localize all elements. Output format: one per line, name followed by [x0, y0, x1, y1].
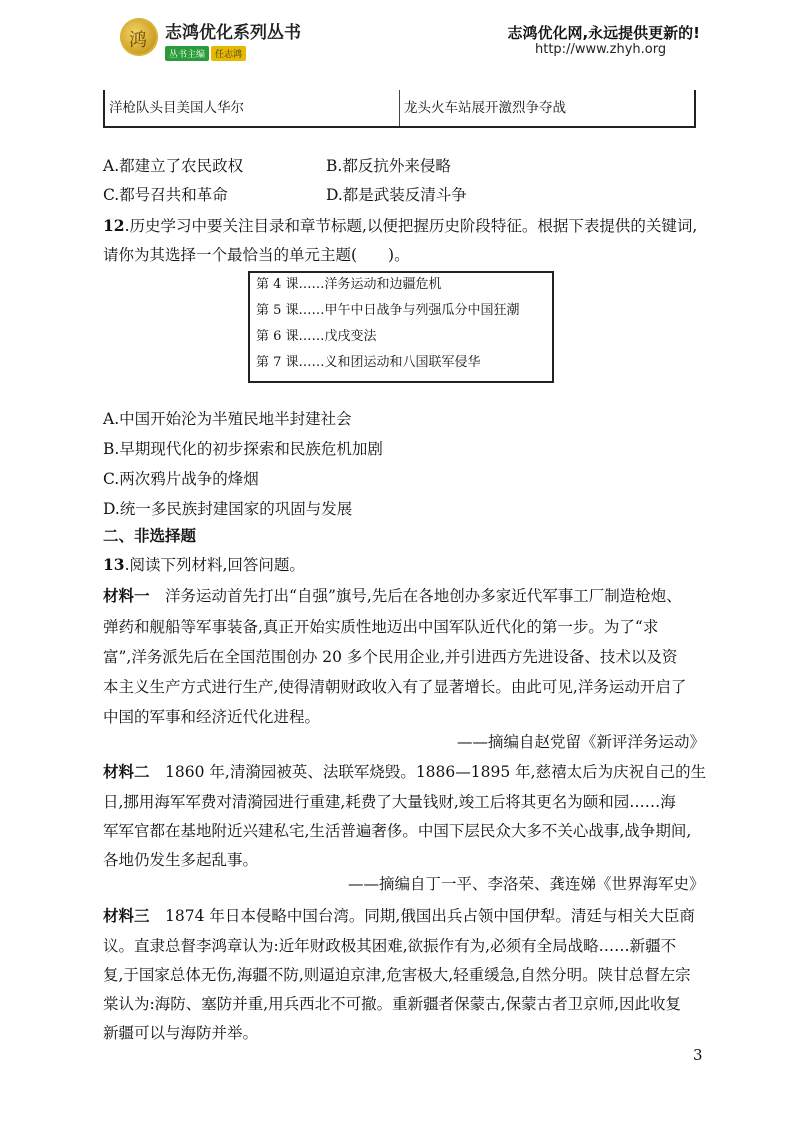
q11-table: [103, 90, 696, 128]
material2-text: 1860 年,清漪园被英、法联军烧毁。1886—1895 年,慈禧太后为庆祝自己的生: [149, 763, 707, 781]
editor-tag: 丛书主编: [165, 46, 209, 61]
material3-label: 材料三: [103, 906, 150, 925]
material2-line: 日,挪用海军军费对清漪园进行重建,耗费了大量钱财,竣工后将其更名为颐和园……海: [103, 793, 676, 811]
series-title: 志鸿优化系列丛书: [165, 23, 301, 43]
material3-text: 1874 年日本侵略中国台湾。同期,俄国出兵占领中国伊犁。清廷与相关大臣商: [149, 907, 695, 925]
q11-option-d: D.都是武装反清斗争: [326, 186, 467, 204]
editor-name: 任志鸿: [211, 46, 246, 61]
material1-line: 弹药和舰船等军事装备,真正开始实质性地迈出中国军队近代化的第一步。为了“求: [103, 618, 659, 636]
material2-line: [103, 760, 706, 782]
q12-stem-text: .历史学习中要关注目录和章节标题,以便把握历史阶段特征。根据下表提供的关键词,: [124, 217, 698, 235]
table-row: 第 5 课……甲午中日战争与列强瓜分中国狂潮: [256, 303, 520, 318]
series-logo-icon: [120, 18, 158, 56]
site-url[interactable]: http://www.zhyh.org: [535, 42, 667, 57]
material3-line: 复,于国家总体无伤,海疆不防,则逼迫京津,危害极大,轻重缓急,自然分明。陕甘总督左宗: [103, 966, 691, 984]
q12-option-a: A.中国开始沦为半殖民地半封建社会: [103, 410, 352, 428]
material2-line: 军军官都在基地附近兴建私宅,生活普遍奢侈。中国下层民众大多不关心战事,战争期间,: [103, 822, 692, 840]
table-row: 第 4 课……洋务运动和边疆危机: [256, 277, 442, 292]
page-number: 3: [693, 1046, 703, 1064]
section-title: 二、非选择题: [103, 526, 197, 545]
q12-stem-line1: [103, 214, 697, 236]
q12-option-d: D.统一多民族封建国家的巩固与发展: [103, 500, 353, 518]
editor-row: [165, 42, 248, 60]
q13-stem: [103, 553, 305, 575]
q13-number: 13: [103, 555, 125, 574]
material1-label: 材料一: [103, 586, 150, 605]
material1-text: 洋务运动首先打出“自强”旗号,先后在各地创办多家近代军事工厂制造枪炮、: [149, 587, 682, 605]
material3-line: [103, 904, 695, 926]
material2-label: 材料二: [103, 762, 150, 781]
table-row: 第 7 课……义和团运动和八国联军侵华: [256, 355, 481, 370]
material1-line: 中国的军事和经济近代化进程。: [103, 708, 321, 726]
q12-stem-line2: 请你为其选择一个最恰当的单元主题( )。: [103, 246, 410, 264]
q11-option-b: B.都反抗外来侵略: [326, 157, 451, 175]
site-title: 志鸿优化网,永远提供更新的!: [507, 24, 700, 42]
q12-option-c: C.两次鸦片战争的烽烟: [103, 470, 259, 488]
q12-option-b: B.早期现代化的初步探索和民族危机加剧: [103, 440, 383, 458]
material1-source: ——摘编自赵党留《新评洋务运动》: [457, 733, 706, 751]
material3-line: 新疆可以与海防并举。: [103, 1024, 259, 1042]
q11-option-c: C.都号召共和革命: [103, 186, 228, 204]
q12-number: 12: [103, 216, 125, 235]
q13-stem-text: .阅读下列材料,回答问题。: [124, 556, 305, 574]
table-cell: 洋枪队头目美国人华尔: [109, 100, 244, 116]
material3-line: 议。直隶总督李鸿章认为:近年财政极其困难,欲振作有为,必须有全局战略……新疆不: [103, 937, 677, 955]
page-header: [0, 0, 800, 80]
q11-option-a: A.都建立了农民政权: [103, 157, 244, 175]
material2-line: 各地仍发生多起乱事。: [103, 851, 259, 869]
material3-line: 棠认为:海防、塞防并重,用兵西北不可撤。重新疆者保蒙古,保蒙古者卫京师,因此收复: [103, 995, 682, 1013]
q12-table: [248, 271, 554, 383]
material1-line: 富”,洋务派先后在全国范围创办 20 多个民用企业,并引进西方先进设备、技术以及资: [103, 648, 678, 666]
table-cell: 龙头火车站展开激烈争夺战: [399, 90, 694, 126]
material1-line: [103, 584, 682, 606]
material2-source: ——摘编自丁一平、李洛荣、龚连娣《世界海军史》: [348, 875, 705, 893]
table-row: 第 6 课……戊戌变法: [256, 329, 377, 344]
material1-line: 本主义生产方式进行生产,使得清朝财政收入有了显著增长。由此可见,洋务运动开启了: [103, 678, 687, 696]
